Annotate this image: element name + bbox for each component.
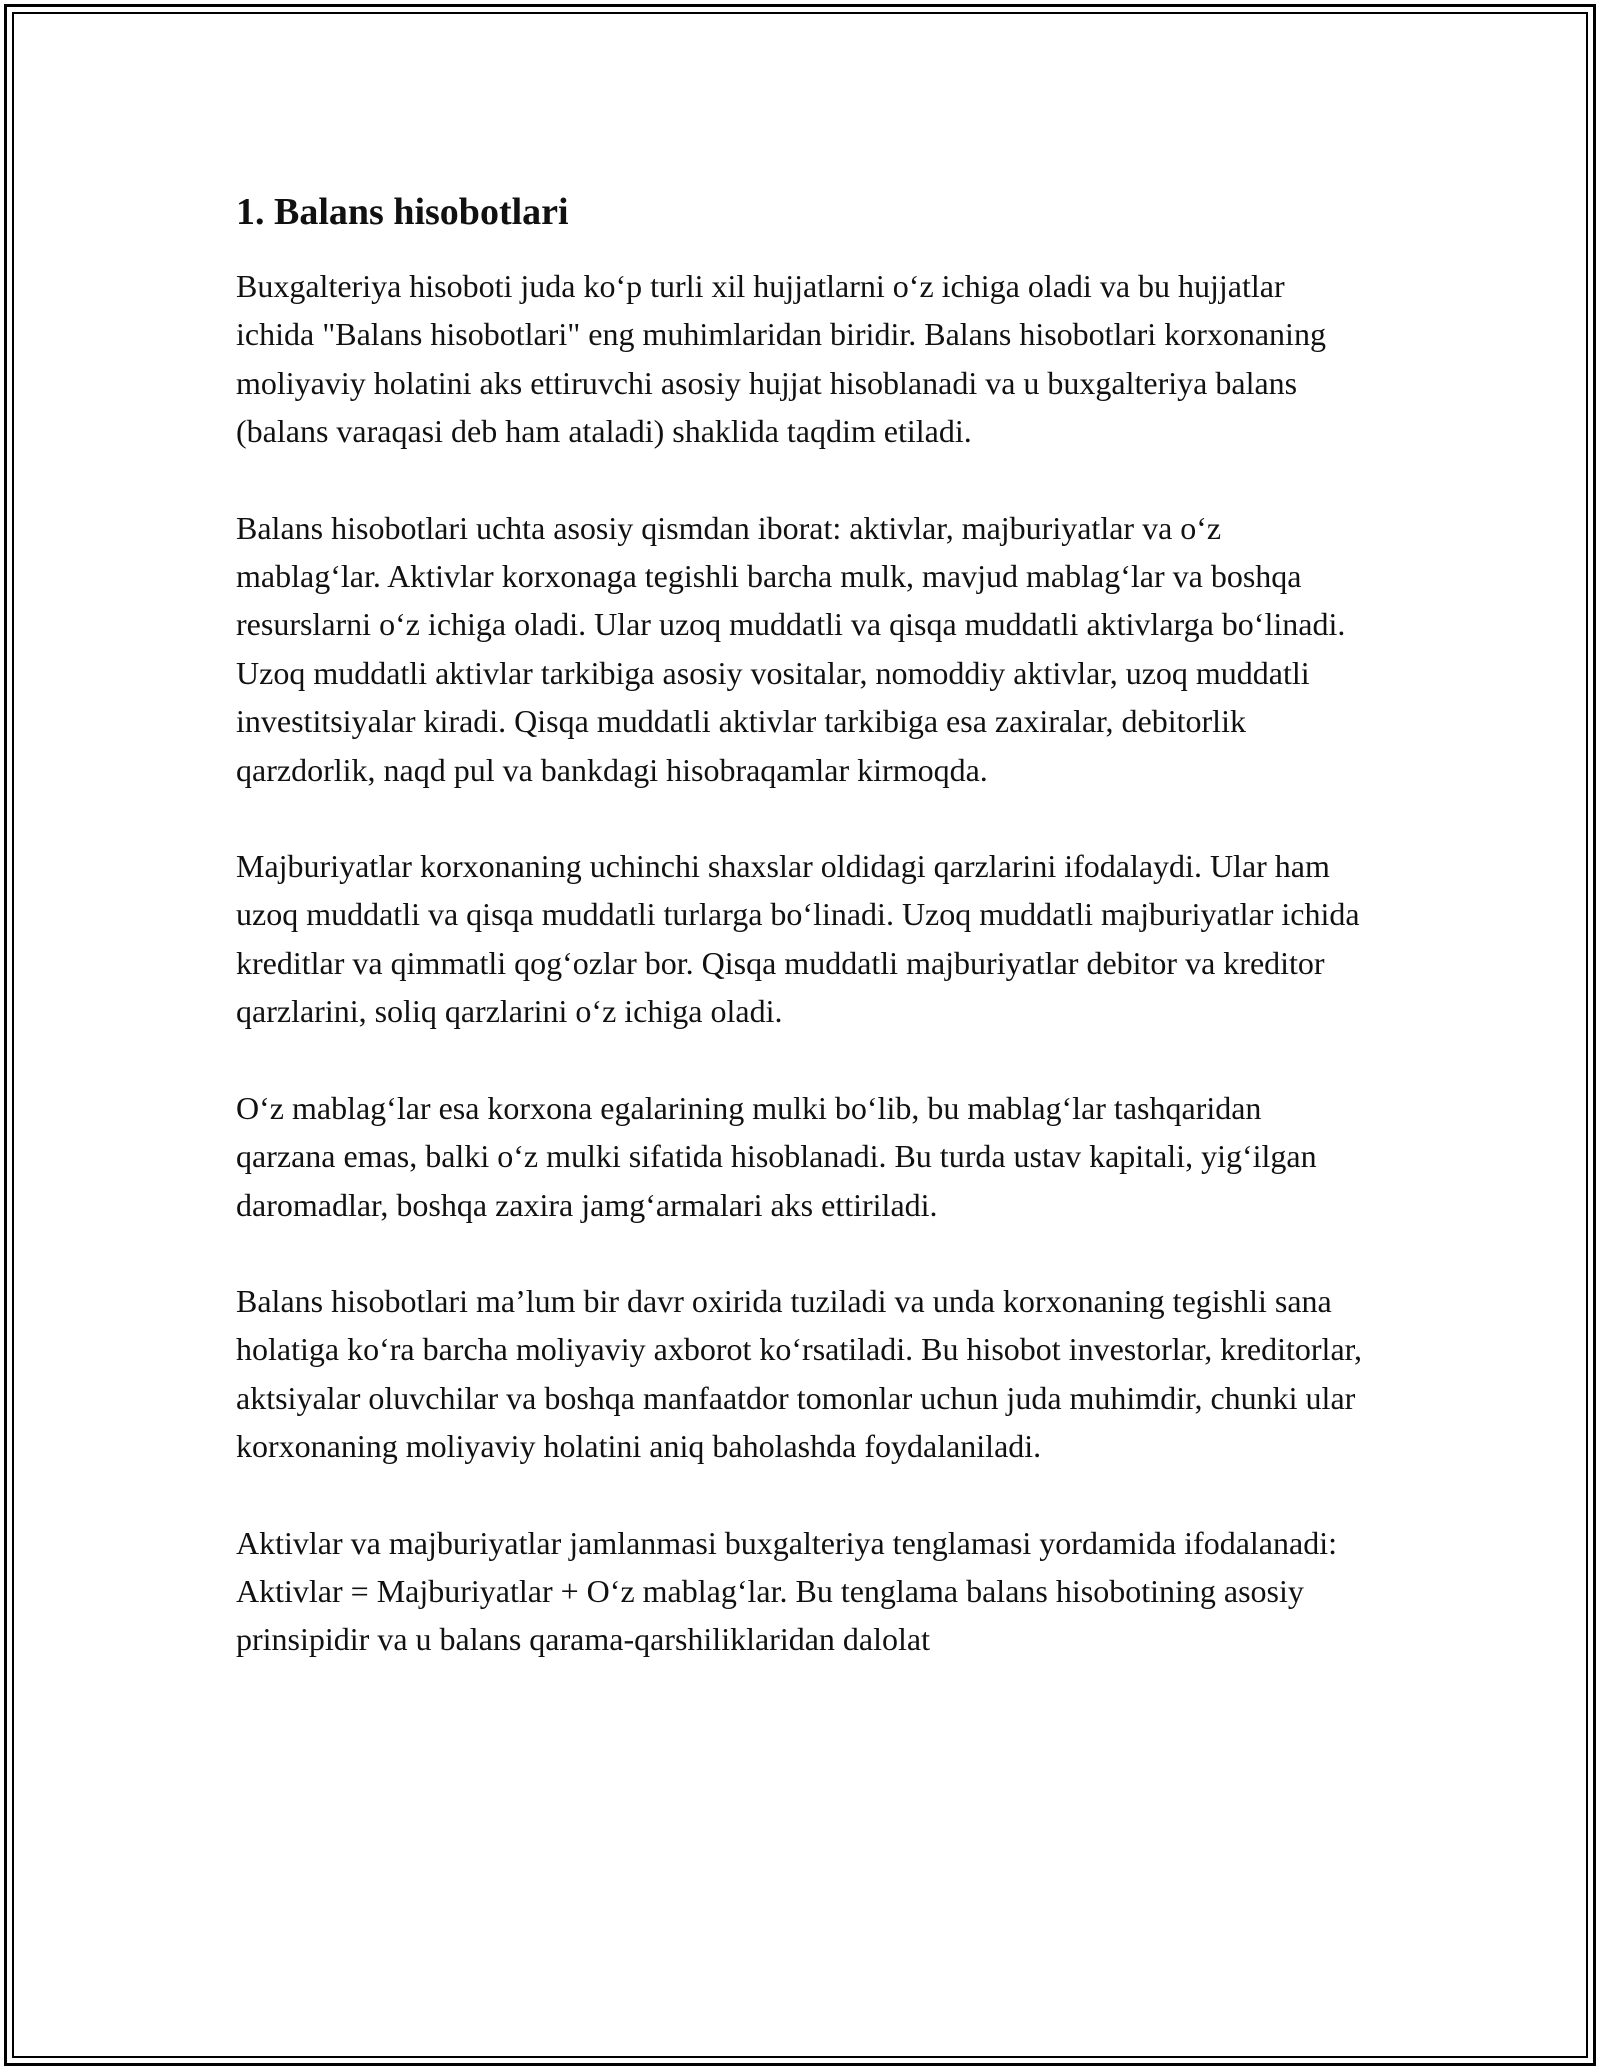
paragraph-equation: Aktivlar va majburiyatlar jamlanmasi buxgalteriya tenglamasi yordamida ifodalanadi: Aktivlar = Majburiyatlar + O‘z mablag‘lar. Bu tenglama balans hisobotining asosiy prinsipidir va u balans qarama-qarshiliklaridan dalolat — [236, 1524, 1337, 1658]
paragraph-intro: Buxgalteriya hisoboti juda ko‘p turli xil hujjatlarni o‘z ichiga oladi va bu hujjatlar ichida "Balans hisobotlari" eng muhimlaridan biridir. Balans hisobotlari korxonaning moliyaviy holatini aks ettiruvchi asosiy hujjat hisoblanadi va u buxgalteriya balans (balans varaqasi deb ham ataladi) shaklida taqdim etiladi. — [236, 268, 1326, 450]
document-content — [236, 188, 1366, 1712]
paragraph-structure: Balans hisobotlari uchta asosiy qismdan iborat: aktivlar, majburiyatlar va o‘z mablag‘lar. Aktivlar korxonaga tegishli barcha mulk, mavjud mablag‘lar va boshqa resurslarni o‘z ichiga oladi. Ular uzoq muddatli va qisqa muddatli aktivlarga bo‘linadi. Uzoq muddatli aktivlar tarkibiga asosiy vositalar, nomoddiy aktivlar, uzoq muddatli investitsiyalar kiradi. Qisqa muddatli aktivlar tarkibiga esa zaxiralar, debitorlik qarzdorlik, naqd pul va bankdagi hisobraqamlar kirmoqda. — [236, 509, 1346, 788]
section-title: 1. Balans hisobotlari — [236, 191, 569, 233]
paragraph-equity: O‘z mablag‘lar esa korxona egalarining mulki bo‘lib, bu mablag‘lar tashqaridan qarzana emas, balki o‘z mulki sifatida hisoblanadi. Bu turda ustav kapitali, yig‘ilgan daromadlar, boshqa zaxira jamg‘armalari aks ettiriladi. — [236, 1089, 1317, 1223]
paragraph-liabilities: Majburiyatlar korxonaning uchinchi shaxslar oldidagi qarzlarini ifodalaydi. Ular ham uzoq muddatli va qisqa muddatli turlarga bo‘linadi. Uzoq muddatli majburiyatlar ichida kreditlar va qimmatli qog‘ozlar bor. Qisqa muddatli majburiyatlar debitor va kreditor qarzlarini, soliq qarzlarini o‘z ichiga oladi. — [236, 848, 1360, 1030]
paragraph-period: Balans hisobotlari ma’lum bir davr oxirida tuziladi va unda korxonaning tegishli sana holatiga ko‘ra barcha moliyaviy axborot ko‘rsatiladi. Bu hisobot investorlar, kreditorlar, aktsiyalar oluvchilar va boshqa manfaatdor tomonlar uchun juda muhimdir, chunki ular korxonaning moliyaviy holatini aniq baholashda foydalaniladi. — [236, 1282, 1363, 1465]
